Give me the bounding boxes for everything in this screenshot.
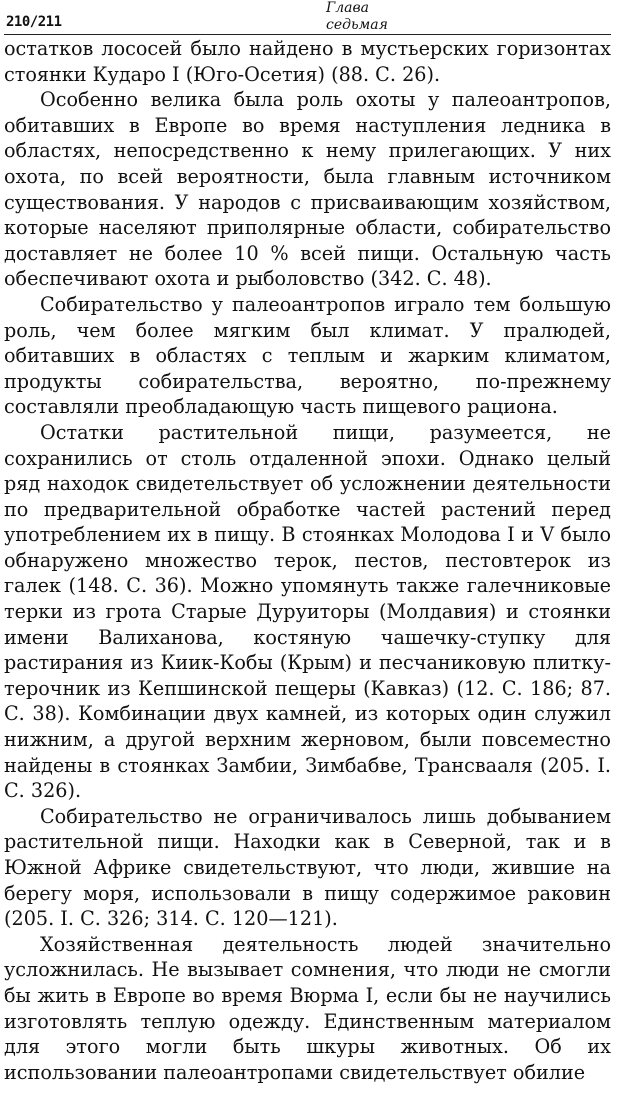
page-number: 210/211 (6, 14, 62, 30)
paragraph-clothing: Хозяйственная деятельность людей значительно усложнилась. Не вызывает сомнения, что люди не смогли бы жить в Европе во время Вюрма I, если бы не научились изготовлять теплую одежду. Единственным материалом для этого могли быть шкуры животных. Об их использовании палеоантропами свидетельствует обилие (4, 932, 611, 1084)
chapter-label: Глава (326, 0, 370, 16)
page-header (4, 0, 611, 36)
body-text (4, 36, 611, 1085)
paragraph-shellfish: Собирательство не ограничивалось лишь добыванием растительной пищи. Находки как в Северной, так и в Южной Африке свидетельствуют, что люди, жившие на берегу моря, использовали в пищу содержимое раковин (205. I. С. 326; 314. С. 120—121). (4, 804, 611, 931)
chapter-name: седьмая (326, 17, 388, 33)
paragraph-plant-processing: Остатки растительной пищи, разумеется, не сохранились от столь отдаленной эпохи. Однако целый ряд находок свидетельствует об усложнении деятельности по предварительной обработке частей растений перед употреблением их в пищу. В стоянках Молодова I и V было обнаружено множество терок, пестов, пестовтерок из галек (148. С. 36). Можно упомянуть также галечниковые терки из грота Старые Дуруиторы (Молдавия) и стоянки имени Валиханова, костяную чашечку-ступку для растирания из Киик-Кобы (Крым) и песчаниковую плитку-терочник из Кепшинской пещеры (Кавказ) (12. С. 186; 87. С. 38). Комбинации двух камней, из которых один служил нижним, а другой верхним жерновом, были повсеместно найдены в стоянках Замбии, Зимбабве, Трансвааля (205. I. С. 326). (4, 420, 611, 803)
paragraph-hunting: Особенно велика была роль охоты у палеоантропов, обитавших в Европе во время наступления ледника в областях, непосредственно к нему прилегающих. У них охота, по всей вероятности, была главным источником существования. У народов с присваивающим хозяйством, которые населяют приполярные области, собирательство доставляет не более 10 % всей пищи. Остальную часть обеспечивают охота и рыболовство (342. С. 48). (4, 88, 611, 291)
paragraph-continued: остатков лососей было найдено в мустьерских горизонтах стоянки Кударо I (Юго-Осетия) (88. С. 26). (4, 37, 611, 86)
header-rule (4, 34, 611, 35)
running-head (326, 0, 388, 34)
paragraph-gathering-climate: Собирательство у палеоантропов играло тем большую роль, чем более мягким был климат. У пралюдей, обитавших в областях с теплым и жарким климатом, продукты собирательства, вероятно, по-прежнему составляли преобладающую часть пищевого рациона. (4, 292, 611, 419)
